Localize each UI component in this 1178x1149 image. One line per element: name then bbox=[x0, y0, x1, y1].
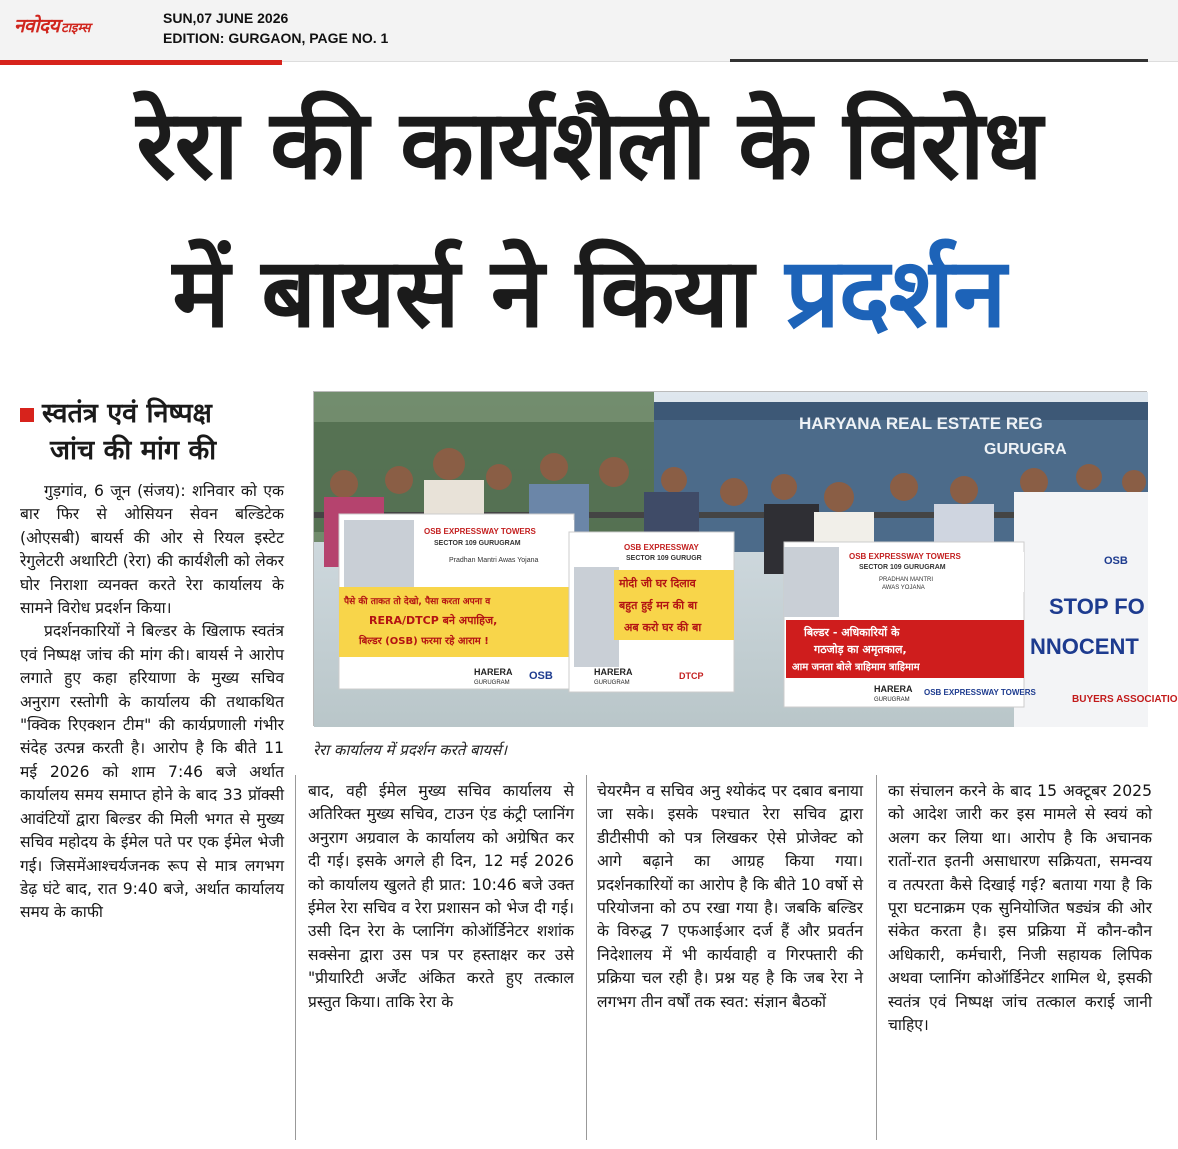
van-sign-3: BUYERS ASSOCIATIO bbox=[1072, 694, 1178, 705]
banner-2-text-3: अब करो घर की बा bbox=[624, 621, 702, 634]
column-divider bbox=[876, 775, 877, 1140]
article-column-2 bbox=[308, 780, 574, 1014]
banner-3-sector: SECTOR 109 GURUGRAM bbox=[859, 564, 946, 571]
photo-caption: रेरा कार्यालय में प्रदर्शन करते बायर्स। bbox=[313, 741, 508, 759]
edition-info bbox=[163, 8, 388, 48]
news-photo[interactable] bbox=[313, 391, 1178, 726]
logo-sub-text: टाइम्स bbox=[61, 21, 91, 36]
banner-1-logo-1b: GURUGRAM bbox=[474, 680, 510, 686]
column-divider bbox=[586, 775, 587, 1140]
column-divider bbox=[295, 775, 296, 1140]
article-column-4 bbox=[888, 780, 1152, 1037]
banner-2-logo-1b: GURUGRAM bbox=[594, 680, 630, 686]
logo-main-text: नवोदय bbox=[14, 15, 60, 37]
banner-3-text-2: गठजोड़ का अमृतकाल, bbox=[814, 643, 907, 656]
banner-3-text-3: आम जनता बोले त्राहिमाम त्राहिमाम bbox=[792, 662, 920, 673]
edition-page: EDITION: GURGAON, PAGE NO. 1 bbox=[163, 30, 389, 46]
building-sign-1: HARYANA REAL ESTATE REG bbox=[799, 414, 1043, 433]
subhead-line-1: स्वतंत्र एवं निष्पक्ष bbox=[42, 398, 212, 429]
headline-line-1: रेरा की कार्यशैली के विरोध bbox=[136, 89, 1042, 201]
banner-3-scheme-2: AWAS YOJANA bbox=[882, 585, 925, 591]
banner-3-logo-1b: GURUGRAM bbox=[874, 697, 910, 703]
banner-1-logo-2: OSB bbox=[529, 670, 553, 682]
protest-photo-illustration bbox=[314, 392, 1178, 727]
van-osb: OSB bbox=[1104, 555, 1128, 567]
banner-1-text-2: RERA/DTCP बने अपाहिज, bbox=[369, 614, 498, 627]
red-rule bbox=[0, 60, 282, 65]
banner-3-title: OSB EXPRESSWAY TOWERS bbox=[849, 552, 961, 561]
subheadline bbox=[20, 395, 290, 469]
banner-3-scheme-1: PRADHAN MANTRI bbox=[879, 577, 934, 583]
banner-1-title: OSB EXPRESSWAY TOWERS bbox=[424, 527, 536, 536]
banner-1-sector: SECTOR 109 GURUGRAM bbox=[434, 540, 521, 547]
building-sign-2: GURUGRA bbox=[984, 441, 1067, 458]
article-column-1 bbox=[20, 480, 284, 925]
banner-1-text-1: पैसे की ताकत तो देखो, पैसा करता अपना व bbox=[344, 597, 491, 607]
article-column-3 bbox=[597, 780, 863, 1014]
banner-2-logo-2: DTCP bbox=[679, 671, 704, 681]
headline-line-2 bbox=[0, 228, 1178, 358]
headline-accent-word: प्रदर्शन bbox=[785, 237, 1006, 349]
banner-2-text-1: मोदी जी घर दिलाव bbox=[619, 577, 696, 590]
red-square-bullet-icon bbox=[20, 408, 34, 422]
banner-1-scheme: Pradhan Mantri Awas Yojana bbox=[449, 557, 539, 564]
banner-2-text-2: बहुत हुई मन की बा bbox=[619, 599, 698, 612]
banner-3-logo-1: HARERA bbox=[874, 684, 913, 694]
edition-date: SUN,07 JUNE 2026 bbox=[163, 10, 289, 26]
banner-2-title: OSB EXPRESSWAY bbox=[624, 543, 699, 552]
banner-2 bbox=[569, 532, 734, 692]
banner-2-sector: SECTOR 109 GURUGR bbox=[626, 555, 702, 562]
paragraph: गुड़गांव, 6 जून (संजय): शनिवार को एक बार फिर से ओसियन सेवन बल्डिटेक (ओएसबी) बायर्स की ओर से रियल इस्टेट रेगुलेटरी अथारिटी (रेरा) की कार्यशैली को लेकर घोर निराशा व्यनक्त करते रेरा कार्यालय के सामने विरोध प्रदर्शन किया। bbox=[20, 482, 284, 618]
banner-1 bbox=[339, 514, 574, 689]
masthead-bar bbox=[0, 0, 1178, 62]
banner-1-text-3: बिल्डर (OSB) फरमा रहे आराम ! bbox=[359, 636, 489, 647]
paragraph: बाद, वही ईमेल मुख्य सचिव कार्यालय से अतिरिक्त मुख्य सचिव, टाउन एंड कंट्री प्लानिंग अनुराग अग्रवाल के कार्यालय को अग्रेषित कर दी गई। इसके अगले ही दिन, 12 मई 2026 को कार्यालय खुलते ही प्रात: 10:46 बजे उक्त ईमेल रेरा सचिव व रेरा प्रशासन को भेज दी गई। उसी दिन रेरा के प्लानिंग कोऑर्डिनेटर शशांक सक्सेना द्वारा उस पत्र पर हस्ताक्षर कर उसे "प्रीयारिटी अर्जेंट अंकित करते हुए तत्काल प्रस्तुत किया। ताकि रेरा के bbox=[308, 782, 574, 1011]
banner-3-text-1: बिल्डर - अधिकारियों के bbox=[804, 626, 900, 639]
headline-line-2-text: में बायर्स ने किया bbox=[172, 237, 786, 349]
banner-2-logo-1: HARERA bbox=[594, 667, 633, 677]
van-sign-2: NNOCENT bbox=[1030, 634, 1139, 659]
subhead-line-2: जांच की मांग की bbox=[50, 435, 217, 466]
paragraph: का संचालन करने के बाद 15 अक्टूबर 2025 को आदेश जारी कर इस मामले से स्वयं को अलग कर लिया था। आरोप है कि अचानक रातों-रात इतनी असाधारण सक्रियता, समन्वय व तत्परता कैसे दिखाई गई? बताया गया है कि पूरा घटनाक्रम एक सुनियोजित षड्यंत्र की ओर संकेत करता है। इस प्रक्रिया में कौन-कौन अधिकारी, कर्मचारी, निजी सहायक लिपिक अथवा प्लानिंग कोऑर्डिनेटर शामिल थे, इसकी स्वतंत्र एवं निष्पक्ष जांच तत्काल कराई जानी चाहिए। bbox=[888, 782, 1152, 1035]
paragraph: चेयरमैन व सचिव अनु श्योकंद पर दबाव बनाया जा सके। इसके पश्चात रेरा सचिव द्वारा डीटीसीपी को पत्र लिखकर ऐसे प्रोजेक्ट को आगे बढ़ाने का आग्रह किया गया। प्रदर्शनकारियों का आरोप है कि बीते 10 वर्षो से परियोजना को ठप रखा गया है। जबकि बल्डिर के विरुद्ध 7 एफआईआर दर्ज हैं और प्रवर्तन निदेशालय में भी कार्यवाही व गिरफ्तारी की प्रक्रिया चल रही है। प्रश्न यह है कि जब रेरा ने लगभग तीन वर्षों तक स्वत: संज्ञान बैठकों bbox=[597, 782, 863, 1011]
banner-3-logo-2: OSB EXPRESSWAY TOWERS bbox=[924, 688, 1036, 697]
van-sign-1: STOP FO bbox=[1049, 594, 1145, 619]
dark-rule bbox=[730, 59, 1148, 62]
banner-3 bbox=[784, 542, 1037, 707]
banner-1-logo-1: HARERA bbox=[474, 667, 513, 677]
paragraph: प्रदर्शनकारियों ने बिल्डर के खिलाफ स्वतंत्र एवं निष्पक्ष जांच की मांग की। बायर्स ने आरोप लगाते हुए कहा हरियाणा के मुख्य सचिव अनुराग रस्तोगी के कार्यालय की तथाकथित "क्विक रिएक्शन टीम" की कार्यप्रणाली गंभीर संदेह उत्पन्न करती है। आरोप है कि बीते 11 मई 2026 को शाम 7:46 बजे अर्थात कार्यालय समय समाप्त होने के बाद 33 प्रॉक्सी आवंटियों द्वारा बिल्डर की मिली भगत से मुख्य सचिव महोदय के ईमेल पते पर एक ईमेल भेजी गई। जिसमेंआश्चर्यजनक रूप से मात्र लगभग डेढ़ घंटे बाद, रात 9:40 बजे, अर्थात कार्यालय समय के काफी bbox=[20, 622, 284, 922]
newspaper-logo[interactable] bbox=[14, 12, 142, 40]
